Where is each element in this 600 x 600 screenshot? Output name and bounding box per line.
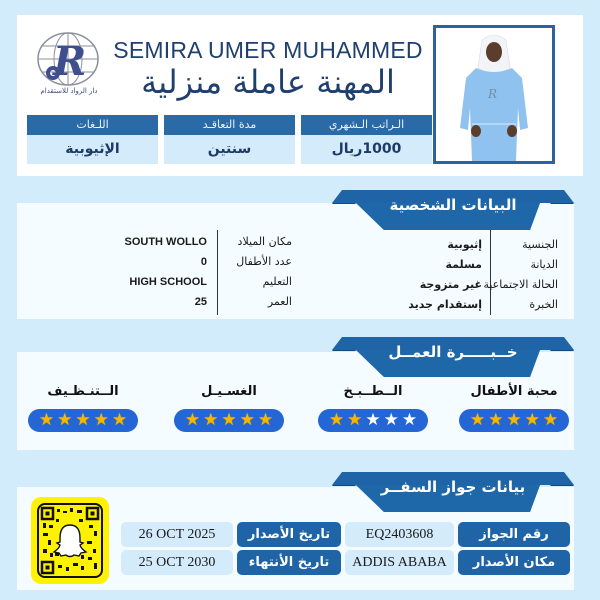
rating-stars: [28, 409, 138, 432]
children-count-label: عدد الأطفال: [236, 255, 292, 268]
star-icon: ★: [542, 410, 559, 430]
star-icon: ★: [365, 410, 381, 430]
birthplace-value: SOUTH WOLLO: [124, 236, 207, 248]
passport-ribbon: [332, 472, 574, 512]
skill-cleaning: [27, 381, 139, 432]
rating-stars: [174, 409, 284, 432]
passport-title: بيانات جواز السفــر: [380, 478, 526, 496]
star-icon: ★: [57, 410, 73, 430]
rating-stars: [459, 409, 569, 432]
contract-duration-label: مدة التعاقـد: [164, 115, 295, 135]
personal-right-labels: [483, 235, 558, 315]
star-icon: ★: [488, 410, 504, 430]
svg-text:R: R: [488, 87, 498, 101]
marital-status-value: غير متزوجة: [419, 278, 482, 291]
star-icon: ★: [184, 410, 201, 430]
passport-number-label: رقم الجواز: [458, 522, 570, 547]
star-icon: ★: [38, 410, 55, 430]
star-icon: ★: [203, 410, 219, 430]
star-icon: ★: [93, 410, 109, 430]
work-experience-title: خــبـــــرة العمــل: [388, 343, 518, 361]
summary-info-row: [27, 115, 432, 165]
skill-label: محبة الأطفال: [470, 384, 558, 399]
star-icon: ★: [75, 410, 91, 430]
education-value: HIGH SCHOOL: [129, 276, 207, 288]
birthplace-label: مكان الميلاد: [237, 235, 292, 248]
personal-left-values: [125, 232, 208, 312]
marital-status-label: الحالة الاجتماعية: [483, 278, 558, 291]
personal-right-values: [408, 235, 482, 315]
worker-name: SEMIRA UMER MUHAMMED: [113, 37, 423, 63]
passport-table: [121, 522, 577, 575]
age-label: العمر: [267, 295, 292, 308]
skill-label: الــطــبـخ: [343, 384, 403, 399]
personal-left-labels: [236, 232, 292, 312]
contract-duration-value: سنتين: [164, 135, 295, 164]
column-divider: [217, 230, 218, 315]
nationality-label: الجنسية: [522, 238, 558, 251]
languages-value: الإثيوبية: [27, 135, 158, 164]
star-icon: ★: [347, 410, 363, 430]
age-value: 25: [194, 296, 207, 308]
rating-stars: [318, 409, 428, 432]
star-icon: ★: [257, 410, 274, 430]
expiry-date-label: تاريخ الأنتهاء: [237, 550, 341, 575]
skill-childcare: [458, 381, 570, 432]
experience-label: الخبرة: [529, 298, 558, 311]
work-experience-ribbon: [332, 337, 574, 377]
personal-data-title: البيانات الشخصية: [389, 196, 517, 214]
languages-label: اللـغات: [27, 115, 158, 135]
skill-label: الــتنـظـيف: [47, 384, 119, 399]
svg-text:R: R: [53, 38, 87, 85]
monthly-salary-label: الـراتب الـشهري: [301, 115, 432, 135]
star-icon: ★: [239, 410, 255, 430]
issue-place-label: مكان الأصدار: [458, 550, 570, 575]
job-title: المهنة عاملة منزلية: [141, 63, 395, 101]
star-icon: ★: [383, 410, 399, 430]
experience-value: إستقدام جديد: [408, 298, 482, 311]
children-count-value: 0: [200, 256, 207, 268]
skill-cooking: [317, 381, 429, 432]
monthly-salary-value: 1000ريال: [301, 135, 432, 164]
personal-data-ribbon: [332, 190, 574, 230]
monthly-salary-box: [301, 115, 432, 165]
expiry-date-value: 25 OCT 2030: [121, 550, 233, 575]
star-icon: ★: [111, 410, 128, 430]
skill-laundry: [173, 381, 285, 432]
star-icon: ★: [328, 410, 345, 430]
worker-photo: [433, 25, 555, 164]
star-icon: ★: [401, 410, 418, 430]
languages-box: [27, 115, 158, 165]
religion-label: الديانة: [530, 258, 558, 271]
header-card: [17, 15, 583, 176]
logo-caption: دار الرواد للاستقدام: [40, 87, 98, 95]
snapchat-qr-icon[interactable]: [31, 497, 109, 584]
star-icon: ★: [221, 410, 237, 430]
issue-date-label: تاريخ الأصدار: [237, 522, 341, 547]
contract-duration-box: [164, 115, 295, 165]
issue-date-value: 26 OCT 2025: [121, 522, 233, 547]
star-icon: ★: [524, 410, 540, 430]
issue-place-value: ADDIS ABABA: [345, 550, 454, 575]
star-icon: ★: [469, 410, 486, 430]
star-icon: ★: [506, 410, 522, 430]
passport-number-value: EQ2403608: [345, 522, 454, 547]
skill-label: الغسـيـل: [201, 384, 257, 399]
religion-value: مسلمة: [445, 258, 482, 271]
education-label: التعليم: [262, 275, 292, 288]
nationality-value: إثيوبية: [447, 238, 482, 251]
